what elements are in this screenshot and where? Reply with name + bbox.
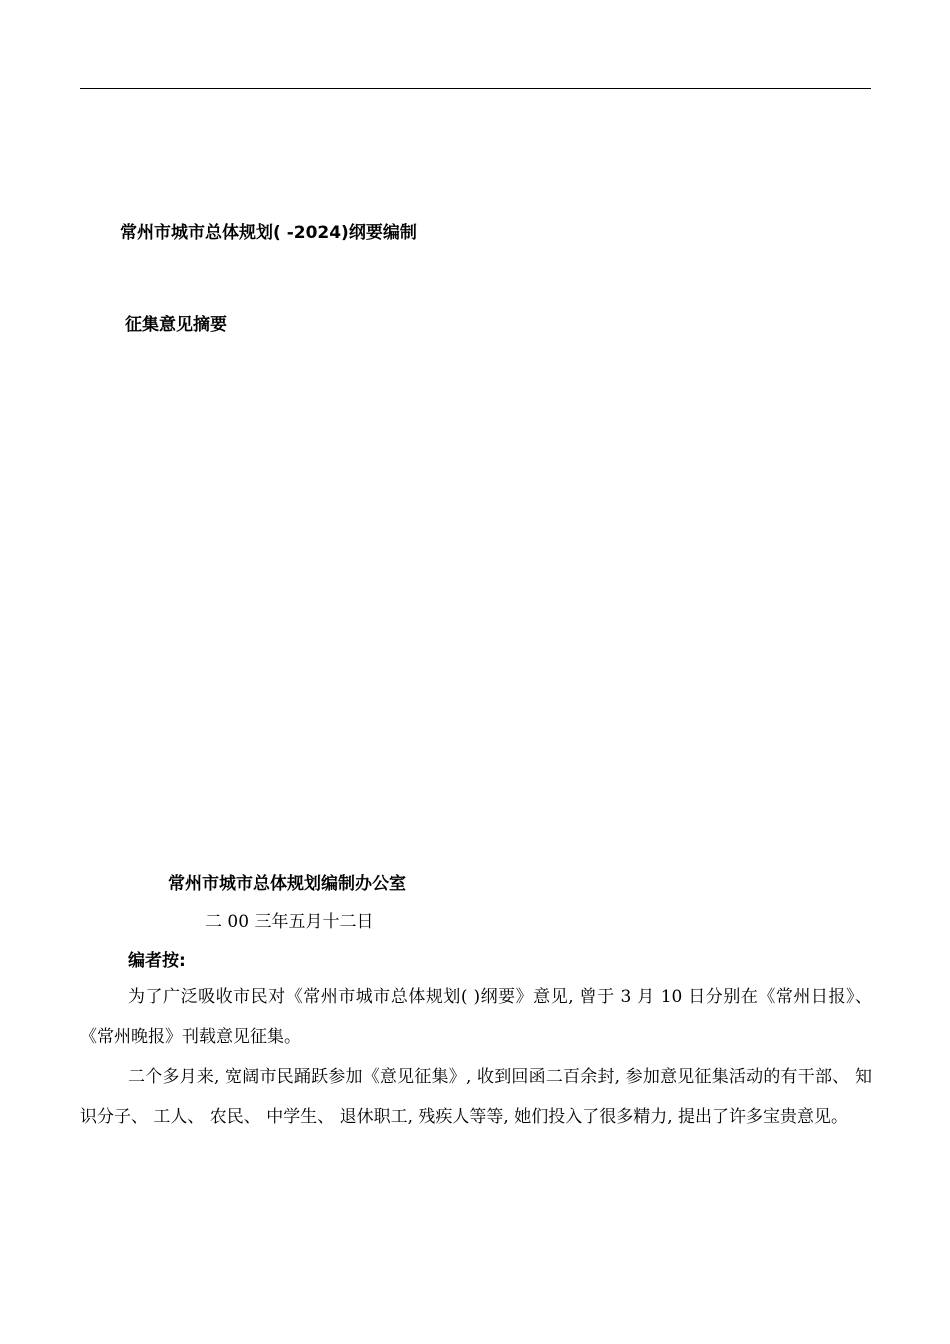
document-title: 常州市城市总体规划( -2024)纲要编制 <box>120 223 417 243</box>
body-paragraph: 二个多月来, 宽阔市民踊跃参加《意见征集》, 收到回函二百余封, 参加意见征集活动的有干部、 知识分子、 工人、 农民、 中学生、 退休职工, 残疾人等等, 她们投入了很多精力, 提出了许多宝贵意见。 <box>80 1067 872 1127</box>
issuing-office: 常州市城市总体规划编制办公室 <box>168 874 406 894</box>
body-paragraph: 为了广泛吸收市民对《常州市城市总体规划( )纲要》意见, 曾于 3 月 10 日分别在《常州日报》、 《常州晚报》刊载意见征集。 <box>80 987 872 1047</box>
header-rule <box>80 88 871 89</box>
editor-note-label: 编者按: <box>128 951 186 971</box>
issue-date: 二 00 三年五月十二日 <box>205 912 374 932</box>
document-subtitle: 征集意见摘要 <box>125 315 227 335</box>
